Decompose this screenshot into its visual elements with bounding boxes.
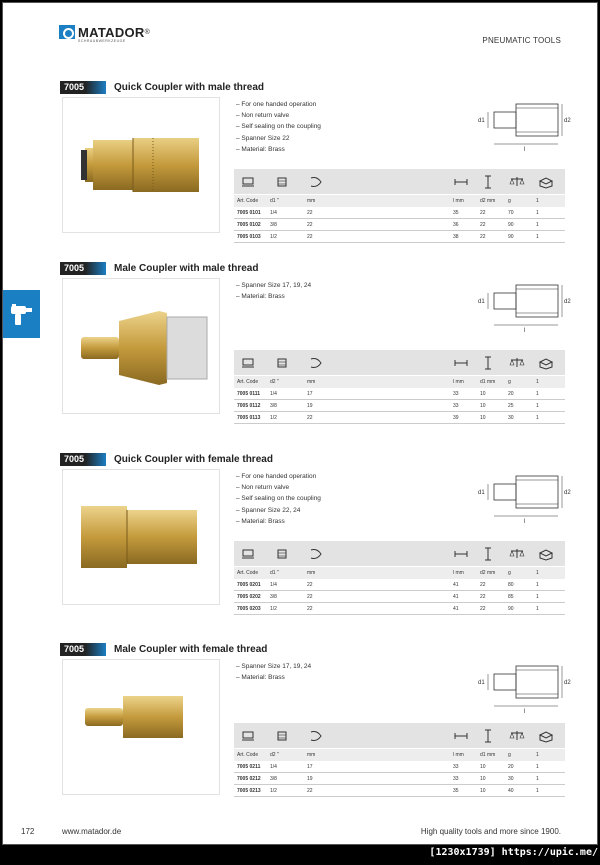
diameter-icon xyxy=(480,355,496,371)
spec-cell: 7005 0113 xyxy=(237,414,261,421)
spec-cell: 25 xyxy=(508,402,514,409)
spec-cell: 41 xyxy=(453,605,459,612)
pneumatic-drill-icon xyxy=(9,301,35,327)
spec-cell: 22 xyxy=(307,581,313,588)
feature-item: – Material: Brass xyxy=(236,516,321,527)
spec-cell: 35 xyxy=(453,787,459,794)
spec-header-cell: mm xyxy=(307,752,316,758)
feature-item: – For one handed operation xyxy=(236,99,321,110)
spec-header-cell: 1 xyxy=(536,570,539,576)
feature-list xyxy=(236,99,321,155)
footer-slogan: High quality tools and more since 1900. xyxy=(420,827,561,836)
product-code-badge: 7005 xyxy=(60,453,106,466)
drawing-length-label: l xyxy=(524,328,526,334)
catalog-icon xyxy=(240,728,256,744)
spec-header-cell: d1 mm xyxy=(480,752,496,758)
spec-cell: 22 xyxy=(307,787,313,794)
feature-item: – Spanner Size 17, 19, 24 xyxy=(236,280,311,291)
spec-cell: 22 xyxy=(480,605,486,612)
catalog-icon xyxy=(240,546,256,562)
spec-cell: 7005 0203 xyxy=(237,605,261,612)
spec-header-cell: Art. Code xyxy=(237,752,259,758)
package-icon xyxy=(538,546,554,562)
spec-cell: 22 xyxy=(307,209,313,216)
matador-logo xyxy=(59,24,150,43)
spanner-icon xyxy=(308,546,324,562)
spec-cell: 3/8 xyxy=(270,402,277,409)
feature-item: – Spanner Size 22 xyxy=(236,133,321,144)
product-code-badge: 7005 xyxy=(60,81,106,94)
spec-cell: 1/2 xyxy=(270,414,277,421)
spec-cell: 1/2 xyxy=(270,233,277,240)
spec-table xyxy=(234,541,565,615)
product-code-badge: 7005 xyxy=(60,262,106,275)
spanner-icon xyxy=(308,355,324,371)
table-row[interactable] xyxy=(234,785,565,797)
spec-header-cell: 1 xyxy=(536,752,539,758)
spanner-icon xyxy=(308,174,324,190)
diameter-icon xyxy=(480,546,496,562)
spec-cell: 10 xyxy=(480,390,486,397)
spec-cell: 10 xyxy=(480,763,486,770)
spec-cell: 30 xyxy=(508,775,514,782)
feature-item: – Spanner Size 22, 24 xyxy=(236,505,321,516)
product-photo xyxy=(62,97,220,233)
section-header xyxy=(60,81,264,94)
section-header xyxy=(60,262,258,275)
feature-list xyxy=(236,661,311,683)
spec-header-cell: d2 mm xyxy=(480,570,496,576)
spec-header-cell: Art. Code xyxy=(237,198,259,204)
spec-cell: 33 xyxy=(453,763,459,770)
spec-cell: 22 xyxy=(307,414,313,421)
spec-cell: 22 xyxy=(480,233,486,240)
brand-subtitle: SCHRAUBWERKZEUGE xyxy=(78,39,126,43)
spec-cell: 1/4 xyxy=(270,390,277,397)
spec-cell: 7005 0103 xyxy=(237,233,261,240)
spec-header-cell: g xyxy=(508,198,511,204)
page-number: 172 xyxy=(21,827,35,836)
weight-icon xyxy=(509,174,525,190)
spec-cell: 39 xyxy=(453,414,459,421)
spec-cell: 1/2 xyxy=(270,605,277,612)
thread-icon xyxy=(274,728,290,744)
spec-header-cell: d2 mm xyxy=(480,198,496,204)
spec-cell: 33 xyxy=(453,390,459,397)
spec-header-cell: d1 " xyxy=(270,198,279,204)
spec-cell: 22 xyxy=(307,233,313,240)
spec-header-cell: Art. Code xyxy=(237,379,259,385)
category-side-tab[interactable] xyxy=(3,290,40,338)
drawing-d-right-label: d2 xyxy=(564,490,571,496)
spec-icon-row xyxy=(234,723,565,749)
spec-cell: 40 xyxy=(508,787,514,794)
spec-cell: 3/8 xyxy=(270,593,277,600)
spec-cell: 7005 0111 xyxy=(237,390,261,397)
logo-mark-icon xyxy=(59,25,75,39)
feature-list xyxy=(236,280,311,302)
watermark: [1230x1739] https://upic.me/ xyxy=(429,847,598,858)
drawing-d-right-label: d2 xyxy=(564,299,571,305)
length-icon xyxy=(453,174,469,190)
diameter-icon xyxy=(480,174,496,190)
feature-item: – Self sealing on the coupling xyxy=(236,493,321,504)
spec-cell: 10 xyxy=(480,787,486,794)
spec-cell: 19 xyxy=(307,775,313,782)
feature-item: – Spanner Size 17, 19, 24 xyxy=(236,661,311,672)
spec-cell: 41 xyxy=(453,581,459,588)
spec-cell: 70 xyxy=(508,209,514,216)
feature-item: – For one handed operation xyxy=(236,471,321,482)
spec-cell: 90 xyxy=(508,233,514,240)
spec-cell: 17 xyxy=(307,763,313,770)
spec-cell: 90 xyxy=(508,221,514,228)
product-photo xyxy=(62,469,220,605)
spec-cell: 1 xyxy=(536,414,539,421)
spec-header-cell: Art. Code xyxy=(237,570,259,576)
spec-cell: 1 xyxy=(536,233,539,240)
drawing-d-right-label: d2 xyxy=(564,680,571,686)
feature-item: – Material: Brass xyxy=(236,672,311,683)
catalog-icon xyxy=(240,174,256,190)
length-icon xyxy=(453,355,469,371)
spec-cell: 7005 0212 xyxy=(237,775,261,782)
feature-item: – Self sealing on the coupling xyxy=(236,121,321,132)
table-row[interactable] xyxy=(234,231,565,243)
drawing-length-label: l xyxy=(524,709,526,715)
spec-cell: 36 xyxy=(453,221,459,228)
spec-cell: 1 xyxy=(536,221,539,228)
spec-header-row xyxy=(234,749,565,761)
spec-cell: 7005 0201 xyxy=(237,581,261,588)
section-header xyxy=(60,643,267,656)
thread-icon xyxy=(274,546,290,562)
drawing-d-right-label: d2 xyxy=(564,118,571,124)
product-title: Quick Coupler with female thread xyxy=(114,454,273,465)
spec-header-cell: mm xyxy=(307,198,316,204)
spec-header-cell: d1 " xyxy=(270,570,279,576)
weight-icon xyxy=(509,355,525,371)
spec-table xyxy=(234,169,565,243)
spec-header-cell: 1 xyxy=(536,379,539,385)
spec-icon-row xyxy=(234,350,565,376)
spec-cell: 1/4 xyxy=(270,209,277,216)
spec-header-cell: l mm xyxy=(453,752,464,758)
product-photo xyxy=(62,659,220,795)
spec-cell: 22 xyxy=(307,593,313,600)
spec-header-cell: d2 " xyxy=(270,379,279,385)
spec-header-cell: d1 mm xyxy=(480,379,496,385)
spec-table xyxy=(234,350,565,424)
spec-cell: 10 xyxy=(480,402,486,409)
registered-mark: ® xyxy=(144,28,150,36)
thread-icon xyxy=(274,355,290,371)
drawing-d-left-label: d1 xyxy=(478,299,485,305)
spec-header-cell: g xyxy=(508,752,511,758)
table-row[interactable] xyxy=(234,579,565,591)
spec-cell: 3/8 xyxy=(270,775,277,782)
spec-header-row xyxy=(234,195,565,207)
spec-header-cell: l mm xyxy=(453,379,464,385)
spec-header-row xyxy=(234,376,565,388)
spanner-icon xyxy=(308,728,324,744)
spec-cell: 22 xyxy=(480,209,486,216)
spec-cell: 7005 0112 xyxy=(237,402,261,409)
category-header: PNEUMATIC TOOLS xyxy=(482,36,561,45)
spec-cell: 3/8 xyxy=(270,221,277,228)
spec-cell: 22 xyxy=(307,221,313,228)
drawing-d-left-label: d1 xyxy=(478,118,485,124)
spec-cell: 1 xyxy=(536,775,539,782)
spec-cell: 90 xyxy=(508,605,514,612)
spec-cell: 22 xyxy=(480,581,486,588)
spec-header-row xyxy=(234,567,565,579)
drawing-d-left-label: d1 xyxy=(478,680,485,686)
spec-cell: 35 xyxy=(453,209,459,216)
package-icon xyxy=(538,355,554,371)
technical-drawing xyxy=(470,275,570,335)
product-title: Male Coupler with female thread xyxy=(114,644,268,655)
table-row[interactable] xyxy=(234,591,565,603)
package-icon xyxy=(538,728,554,744)
table-row[interactable] xyxy=(234,773,565,785)
spec-cell: 20 xyxy=(508,763,514,770)
table-row[interactable] xyxy=(234,400,565,412)
spec-icon-row xyxy=(234,541,565,567)
spec-cell: 10 xyxy=(480,775,486,782)
weight-icon xyxy=(509,546,525,562)
spec-cell: 19 xyxy=(307,402,313,409)
spec-cell: 1/2 xyxy=(270,787,277,794)
spec-cell: 33 xyxy=(453,775,459,782)
section-header xyxy=(60,453,273,466)
spec-cell: 1 xyxy=(536,390,539,397)
spec-header-cell: g xyxy=(508,379,511,385)
feature-list xyxy=(236,471,321,527)
thread-icon xyxy=(274,174,290,190)
spec-header-cell: l mm xyxy=(453,198,464,204)
spec-cell: 85 xyxy=(508,593,514,600)
spec-header-cell: g xyxy=(508,570,511,576)
spec-cell: 22 xyxy=(480,593,486,600)
feature-item: – Non return valve xyxy=(236,110,321,121)
spec-cell: 80 xyxy=(508,581,514,588)
table-row[interactable] xyxy=(234,207,565,219)
spec-cell: 7005 0213 xyxy=(237,787,261,794)
table-row[interactable] xyxy=(234,761,565,773)
spec-header-cell: 1 xyxy=(536,198,539,204)
spec-cell: 1/4 xyxy=(270,581,277,588)
spec-icon-row xyxy=(234,169,565,195)
spec-cell: 7005 0102 xyxy=(237,221,261,228)
weight-icon xyxy=(509,728,525,744)
drawing-length-label: l xyxy=(524,147,526,153)
spec-cell: 10 xyxy=(480,414,486,421)
spec-cell: 1 xyxy=(536,605,539,612)
spec-cell: 1 xyxy=(536,787,539,794)
drawing-length-label: l xyxy=(524,519,526,525)
product-title: Male Coupler with male thread xyxy=(114,263,259,274)
spec-cell: 17 xyxy=(307,390,313,397)
spec-cell: 1/4 xyxy=(270,763,277,770)
spec-cell: 22 xyxy=(480,221,486,228)
website-link[interactable]: www.matador.de xyxy=(62,827,122,836)
length-icon xyxy=(453,728,469,744)
spec-cell: 20 xyxy=(508,390,514,397)
spec-cell: 7005 0211 xyxy=(237,763,261,770)
catalog-icon xyxy=(240,355,256,371)
product-photo xyxy=(62,278,220,414)
spec-cell: 1 xyxy=(536,402,539,409)
feature-item: – Material: Brass xyxy=(236,291,311,302)
technical-drawing xyxy=(470,656,570,716)
technical-drawing xyxy=(470,94,570,154)
product-code-badge: 7005 xyxy=(60,643,106,656)
spec-table xyxy=(234,723,565,797)
spec-cell: 1 xyxy=(536,209,539,216)
spec-cell: 1 xyxy=(536,763,539,770)
table-row[interactable] xyxy=(234,603,565,615)
table-row[interactable] xyxy=(234,412,565,424)
spec-cell: 30 xyxy=(508,414,514,421)
table-row[interactable] xyxy=(234,388,565,400)
diameter-icon xyxy=(480,728,496,744)
feature-item: – Material: Brass xyxy=(236,144,321,155)
product-title: Quick Coupler with male thread xyxy=(114,82,265,93)
catalog-page xyxy=(2,2,598,845)
spec-cell: 1 xyxy=(536,593,539,600)
spec-header-cell: mm xyxy=(307,379,316,385)
feature-item: – Non return valve xyxy=(236,482,321,493)
length-icon xyxy=(453,546,469,562)
spec-header-cell: mm xyxy=(307,570,316,576)
drawing-d-left-label: d1 xyxy=(478,490,485,496)
spec-header-cell: l mm xyxy=(453,570,464,576)
spec-cell: 22 xyxy=(307,605,313,612)
package-icon xyxy=(538,174,554,190)
spec-cell: 7005 0101 xyxy=(237,209,261,216)
spec-cell: 41 xyxy=(453,593,459,600)
technical-drawing xyxy=(470,466,570,526)
brand-name: MATADOR xyxy=(78,24,145,40)
spec-cell: 38 xyxy=(453,233,459,240)
spec-cell: 7005 0202 xyxy=(237,593,261,600)
spec-cell: 1 xyxy=(536,581,539,588)
spec-header-cell: d2 " xyxy=(270,752,279,758)
table-row[interactable] xyxy=(234,219,565,231)
spec-cell: 33 xyxy=(453,402,459,409)
